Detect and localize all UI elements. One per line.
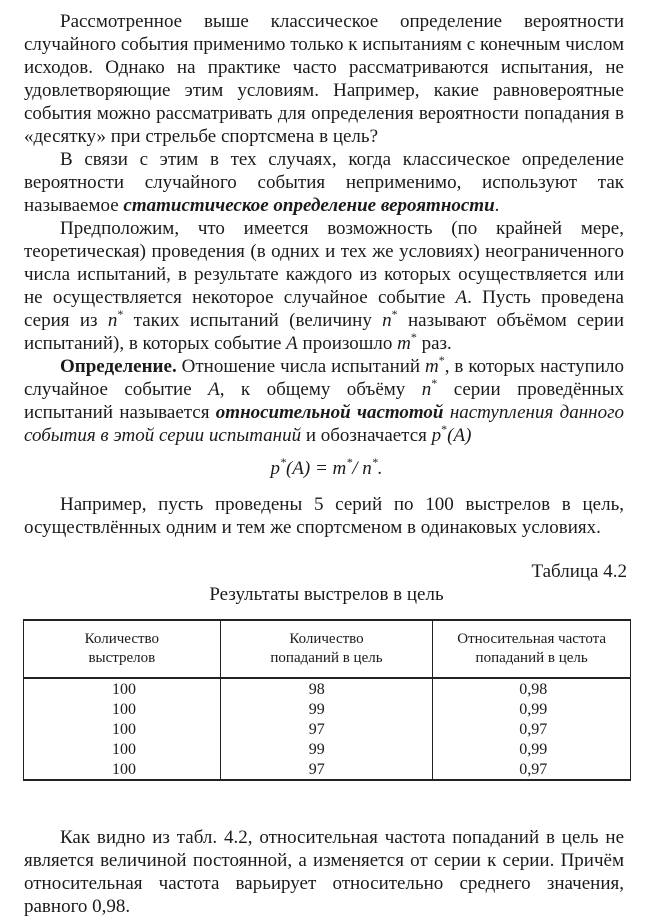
paragraph-statistical-intro (24, 148, 624, 217)
paragraph-text: . Пусть проведена серия из (24, 287, 624, 331)
cell-hits: 97 (220, 759, 433, 780)
cell-hits: 97 (220, 719, 433, 739)
formula-end: . (377, 458, 383, 479)
paragraph-text: и обозначается (301, 425, 432, 446)
cell-hits: 98 (220, 678, 433, 699)
table-row (24, 759, 631, 780)
paragraph-text: Предположим, что имеется возможность (по крайней мере, теоретическая) проведения (в одних и тех же условиях) неограниченного числа испытаний, в результате каждого из которых осуществляется или не осуществляется некоторое случайное событие (24, 218, 624, 308)
table-row (24, 699, 631, 719)
relative-frequency-formula (0, 457, 653, 480)
cell-shots: 100 (24, 719, 221, 739)
formula-lhs: (A) = m (285, 458, 347, 479)
variable-p: p (431, 425, 442, 446)
cell-frequency: 0,99 (433, 739, 631, 759)
table-row (24, 678, 631, 699)
table-row (24, 739, 631, 759)
paragraph-definition (24, 355, 624, 447)
header-shots (24, 620, 221, 678)
cell-frequency: 0,97 (433, 719, 631, 739)
table-title: Результаты выстрелов в цель (209, 584, 444, 605)
star-superscript: * (410, 330, 417, 344)
cell-shots: 100 (24, 678, 221, 699)
paragraph-text: , в которых наступило случайное событие (24, 356, 624, 400)
variable-n: n (382, 310, 392, 331)
star-superscript: * (346, 455, 353, 469)
cell-hits: 99 (220, 699, 433, 719)
cell-frequency: 0,98 (433, 678, 631, 699)
variable-m: m (425, 356, 439, 377)
event-symbol: A (286, 333, 298, 354)
paragraph-text: называют объёмом серии испытаний), в которых событие (24, 310, 624, 354)
paragraph-text: серии проведённых испытаний называется (24, 379, 624, 423)
table-row (24, 719, 631, 739)
variable-n: n (421, 379, 432, 400)
cell-shots: 100 (24, 699, 221, 719)
cell-shots: 100 (24, 739, 221, 759)
paragraph-text: В связи с этим в тех случаях, когда классическое определение вероятности случайного события неприменимо, используют так называемое (24, 149, 624, 216)
event-symbol: A (208, 379, 220, 400)
header-line: Относительная частота (457, 631, 607, 647)
star-superscript: * (117, 307, 124, 321)
star-superscript: * (438, 353, 445, 367)
paragraph-conclusion: Как видно из табл. 4.2, относительная частота попаданий в цель не является величиной постоянной, а изменяется от серии к серии. Причём относительная частота варьирует относительно среднего значения, равного 0,98. (24, 827, 624, 917)
star-superscript: * (279, 455, 286, 469)
formula-p: p (270, 458, 280, 479)
header-line: выстрелов (88, 650, 156, 666)
table-header-row (24, 620, 631, 678)
event-symbol: A (455, 287, 468, 308)
cell-shots: 100 (24, 759, 221, 780)
shooting-results-table (23, 619, 631, 781)
variable-n: n (107, 310, 118, 331)
paragraph-text: таких испытаний (величину (123, 310, 383, 331)
header-line: попаданий в цель (475, 650, 588, 666)
star-superscript: * (371, 455, 378, 469)
event-argument: (A) (447, 425, 472, 446)
paragraph-text: раз. (416, 333, 452, 354)
star-superscript: * (391, 307, 398, 321)
header-line: Количество (289, 631, 364, 647)
paragraph-text: произошло (297, 333, 398, 354)
header-line: Количество (84, 631, 160, 647)
header-hits (220, 620, 433, 678)
term-tail: наступления данного события в этой серии испытаний (24, 402, 624, 446)
punctuation: . (494, 195, 500, 216)
table-number: Таблица 4.2 (531, 561, 627, 582)
paragraph-example: Например, пусть проведены 5 серий по 100 выстрелов в цель, осуществлённых одним и тем же спортсменом в одинаковых условиях. (24, 494, 624, 538)
paragraph-text: Отношение числа испытаний (176, 356, 426, 377)
paragraph-assumption (24, 217, 624, 355)
star-superscript: * (441, 422, 448, 436)
term-relative-frequency: относительной частотой (215, 402, 444, 423)
cell-frequency: 0,99 (433, 699, 631, 719)
star-superscript: * (431, 376, 438, 390)
variable-m: m (397, 333, 411, 354)
term-statistical-definition: статистическое определение вероятности (123, 195, 495, 216)
paragraph-classical-definition: Рассмотренное выше классическое определение вероятности случайного события применимо только к испытаниям с конечным числом исходов. Однако на практике часто рассматриваются испытания, не удовлетворяющие этим условиям. Например, какие равновероятные события можно рассматривать для определения вероятности попадания в «десятку» при стрельбе спортсмена в цель? (24, 11, 624, 147)
definition-label: Определение. (60, 356, 177, 377)
cell-frequency: 0,97 (433, 759, 631, 780)
header-relative-frequency (433, 620, 631, 678)
paragraph-text: , к общему объёму (219, 379, 422, 400)
cell-hits: 99 (220, 739, 433, 759)
header-line: попаданий в цель (270, 650, 383, 666)
formula-denominator: / n (352, 458, 372, 479)
